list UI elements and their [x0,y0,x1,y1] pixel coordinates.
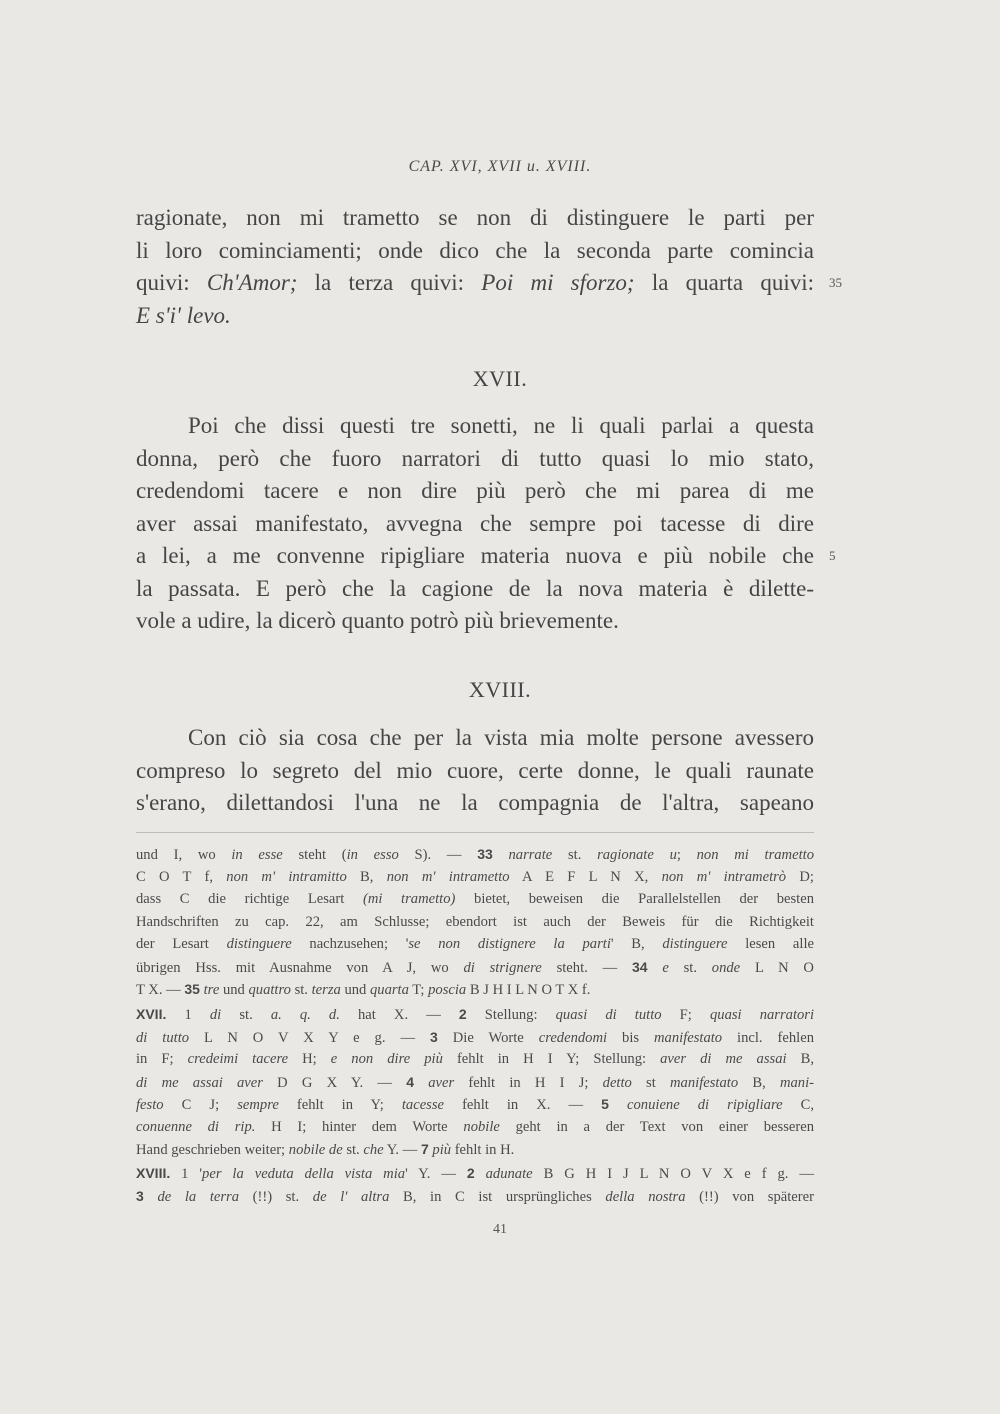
note-line [136,843,814,866]
italic-text: quarta [369,982,409,998]
text-line [136,605,814,638]
text-run: bis [607,1029,654,1046]
note-line [136,956,814,979]
text-run: steht ( [282,847,347,863]
note-line [136,1026,814,1049]
text-run: B, [786,1051,814,1067]
italic-text: conuiene di ripigliare [627,1097,783,1113]
text-run: donna, però che fuoro narratori di tutto quasi lo mio stato, [136,445,814,471]
text-run: B, in C ist ursprüngliches [389,1188,606,1205]
italic-text: conuenne di rip. [136,1118,256,1135]
text-run: dass C die richtige Lesart [136,891,363,907]
chapter-heading-xvii: XVII. [472,366,528,391]
text-run: fehlt in X. — [444,1097,602,1113]
text-run: st [631,1074,671,1091]
italic-text: narrate [508,847,553,863]
text-run: B, [346,868,387,885]
text-line [136,443,814,476]
text-run: und [340,982,370,998]
text-run [144,1189,158,1205]
italic-text: de la terra [157,1188,240,1205]
text-run: la terza quivi: [297,270,482,295]
italic-text: detto [602,1074,632,1091]
text-run: fehlt in H I J; [454,1074,603,1091]
text-run: Die Worte [437,1029,539,1046]
italic-text: credendomi [538,1029,608,1046]
text-run: T X. — [136,982,185,998]
note-line [136,1048,814,1071]
italic-text: della nostra [605,1188,686,1205]
note-ref: 35 [184,981,200,997]
text-run: C J; [163,1097,238,1113]
text-run: F; [661,1007,710,1023]
text-run: s'erano, dilettandosi l'una ne la compagnia de l'altra, sapeano [136,790,814,815]
text-run: L N O [740,959,814,976]
note-line [136,933,814,956]
italic-text: distinguere [662,936,728,952]
text-run: ragionate, non mi trametto se non di distinguere le parti per [136,205,814,230]
text-run: steht. — [541,959,632,976]
text-run: geht in a der Text von einer besseren [499,1118,814,1135]
text-run: B, [738,1074,780,1091]
text-run: vole a udire, la dicerò quanto potrò più brievemente. [136,608,619,633]
italic-text: non m' intrametto [386,868,510,885]
text-run: Con ciò sia cosa che per la vista mia molte persone avessero [188,725,814,750]
italic-text: di strignere [463,959,542,976]
text-run: bietet, beweisen die Parallelstellen der besten [455,891,815,907]
text-run: 1 ' [170,1166,203,1182]
text-run: hat X. — [339,1007,459,1023]
text-run: Hand geschrieben weiter; [136,1142,289,1158]
note-line [136,866,814,889]
text-run: C, [782,1097,815,1113]
italic-text: di [209,1007,222,1023]
text-run: Y. — [383,1142,421,1158]
text-run: ' B, [610,936,663,952]
text-line [136,787,814,820]
italic-text: credeimi tacere [187,1051,289,1067]
note-line [136,978,814,1001]
italic-text: quasi narratori [709,1007,815,1023]
note-line [136,1162,814,1185]
text-run [654,847,670,863]
note-line [136,888,814,911]
text-run: credendomi tacere e non dire più però che mi parea di me [136,478,814,503]
text-run: ' Y. — [405,1166,467,1182]
note-ref: 5 [601,1096,609,1112]
text-line [136,508,814,541]
text-run [414,1075,428,1091]
text-run: compreso lo segreto del mio cuore, certe donne, le quali raunate [136,757,814,783]
italic-text: più [432,1142,452,1158]
note-line [136,1093,814,1116]
line-number: 5 [829,548,836,563]
apparatus-notes-xvi [136,843,814,1001]
note-ref: 2 [466,1165,475,1181]
italic-text: di tutto [136,1029,190,1046]
italic-text: (mi trametto) [362,891,456,907]
text-run: 1 [166,1007,210,1023]
note-line [136,1138,814,1161]
text-run: T; [408,982,429,998]
note-ref: 33 [477,846,493,862]
text-line [136,540,836,573]
text-run: incl. fehlen [722,1029,814,1046]
apparatus-notes-xviii [136,1162,814,1207]
italic-text: manifestato [670,1074,739,1091]
text-run: la passata. E però che la cagione de la nova materia è dilette- [136,575,814,601]
text-line [136,573,814,606]
italic-text: e [662,959,669,976]
italic-text: nobile de [288,1142,343,1158]
italic-text: distinguere [226,936,292,952]
text-run: fehlt in H I Y; Stellung: [442,1051,661,1067]
italic-text: E s'i' levo. [136,302,231,328]
text-run: D G X Y. — [262,1074,407,1091]
page-number: 41 [493,1222,507,1237]
running-head: CAP. XVI, XVII u. XVIII. [408,158,592,175]
text-run: H; [288,1051,331,1067]
italic-text: poscia [428,982,467,998]
text-run: C O T f, [136,868,227,885]
italic-text: manifestato [654,1029,723,1046]
text-run: Stellung: [466,1007,556,1023]
text-run: st. [342,1142,364,1158]
note-line [136,1071,814,1094]
text-line [136,755,814,788]
italic-text: aver di me assai [660,1051,787,1067]
italic-text: nobile [463,1118,500,1135]
text-line [136,300,814,333]
italic-text: adunate [485,1166,533,1182]
italic-text: terza [311,982,341,998]
italic-text: sempre [237,1097,279,1113]
text-run: B J H I L N O T X f. [466,982,591,998]
text-run [609,1097,627,1113]
italic-text: Ch'Amor; [206,270,298,295]
note-ref: 34 [631,958,648,975]
italic-text: a. q. d. [270,1007,340,1023]
italic-text: mani- [779,1074,814,1091]
text-run: aver assai manifestato, avvegna che sempre poi tacesse di dire [136,510,814,536]
italic-text: di me assai aver [136,1074,263,1091]
text-run: quivi: [136,270,207,295]
apparatus-notes-xvii [136,1003,814,1161]
text-line [136,410,814,443]
chapter-heading-xviii: XVIII. [468,677,532,702]
text-run: (!!) von späterer [685,1188,814,1205]
note-ref: 7 [420,1141,429,1157]
text-line [136,267,842,300]
text-run [475,1166,486,1182]
italic-text: se non distignere la parti [408,936,611,952]
text-run: la quarta quivi: [634,270,815,295]
italic-text: quasi di tutto [555,1007,662,1023]
italic-text: aver [428,1074,455,1091]
italic-text: e non dire più [330,1051,443,1067]
text-run: fehlt in H. [451,1142,515,1158]
italic-text: non m' intramitto [226,868,347,885]
text-block-xviii [136,722,814,820]
text-run: st. [552,847,598,863]
note-ref: 2 [458,1006,467,1022]
italic-text: quattro [248,982,291,998]
italic-text: onde [711,959,741,976]
text-run: der Lesart [136,936,227,952]
italic-text: Poi mi sforzo; [481,270,635,295]
italic-text: u [669,847,677,863]
text-run [648,960,663,976]
text-line [136,722,814,755]
text-run: A E F L N X, [509,868,662,885]
text-run: li loro cominciamenti; onde dico che la seconda parte comincia [136,237,814,263]
text-run: lesen alle [727,936,814,952]
text-run: a lei, a me convenne ripigliare materia nuova e più nobile che [136,543,814,568]
text-run: st. [290,982,312,998]
text-block-xvi-end [136,202,842,332]
italic-text: tre [203,982,220,998]
text-run: ; [676,847,697,863]
text-run: in F; [136,1051,188,1067]
text-run: D; [786,868,814,885]
text-run: (!!) st. [239,1188,313,1205]
italic-text: per la veduta della vista mia [202,1166,406,1182]
text-run: Poi che dissi questi tre sonetti, ne li quali parlai a questa [188,413,814,438]
note-line [136,1003,814,1026]
text-block-xvii [136,410,836,638]
text-run: st. [668,959,712,976]
text-run: st. [221,1007,271,1023]
note-ref: 3 [136,1187,144,1204]
note-line [136,911,814,934]
text-run: und I, wo [136,847,232,863]
text-run: B G H I J L N O V X e f g. — [532,1166,814,1182]
italic-text: de l' altra [312,1188,390,1205]
text-line [136,475,814,508]
footnote-rule [136,832,814,833]
text-run: fehlt in Y; [278,1097,402,1113]
text-run [493,847,509,863]
note-line [136,1116,814,1139]
italic-text: festo [136,1097,164,1113]
text-run: übrigen Hss. mit Ausnahme von A J, wo [136,959,464,976]
note-ref: XVII. [136,1006,167,1022]
text-run: Handschriften zu cap. 22, am Schlusse; ebendort ist auch der Beweis für die Richtigkeit [136,913,814,930]
italic-text: non m' intrametrò [661,868,787,885]
text-run: und [219,982,249,998]
text-line [136,202,814,235]
italic-text: che [363,1142,384,1158]
text-run: H I; hinter dem Worte [255,1118,464,1135]
note-ref: XVIII. [136,1165,171,1181]
text-run: L N O V X Y e g. — [189,1029,430,1046]
italic-text: in esse [231,847,283,863]
note-line [136,1185,814,1208]
text-run: nachzusehen; ' [291,936,409,952]
italic-text: ragionate [597,847,654,863]
italic-text: non mi trametto [696,847,814,863]
text-run: S). — [398,847,478,863]
note-ref: 4 [406,1073,414,1090]
line-number: 35 [829,275,842,290]
italic-text: in esso [346,847,399,863]
note-ref: 3 [429,1028,438,1045]
text-line [136,235,814,268]
italic-text: tacesse [401,1097,445,1113]
